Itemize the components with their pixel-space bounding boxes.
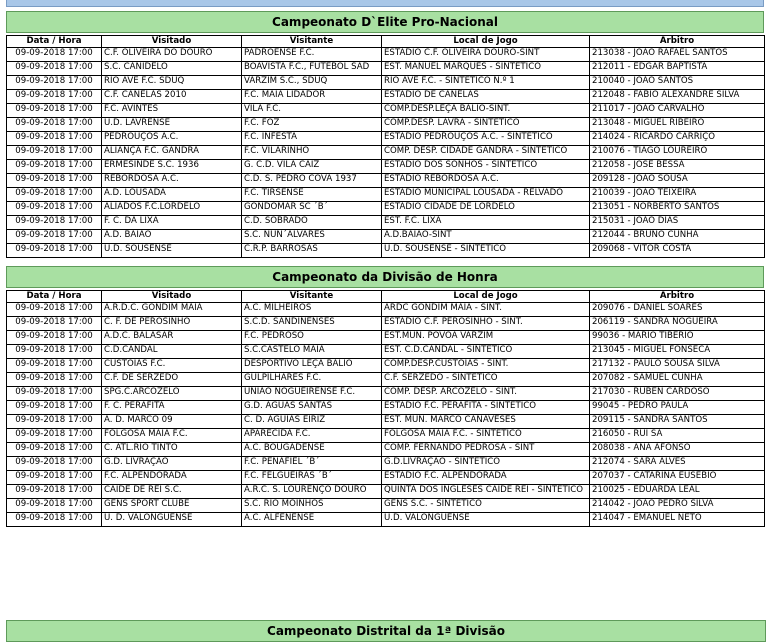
column-header-venue: Local de Jogo (382, 291, 590, 303)
cell-away-team: C.R.P. BARROSAS (242, 244, 382, 258)
table-row (7, 443, 765, 457)
cell-date: 09-09-2018 17:00 (7, 160, 102, 174)
cell-away-team: APARECIDA F.C. (242, 429, 382, 443)
cell-date: 09-09-2018 17:00 (7, 331, 102, 345)
cell-date: 09-09-2018 17:00 (7, 244, 102, 258)
cell-away-team: G. C.D. VILA CAIZ (242, 160, 382, 174)
cell-away-team: C.D. SOBRADO (242, 216, 382, 230)
cell-venue: ESTÁDIO F.C. PERAFITA - SINTETICO (382, 401, 590, 415)
cell-date: 09-09-2018 17:00 (7, 429, 102, 443)
column-header-away: Visitante (242, 36, 382, 48)
cell-referee: 214042 - JOÃO PEDRO SILVA (590, 499, 765, 513)
cell-referee: 99036 - MARIO TIBERIO (590, 331, 765, 345)
table-row (7, 104, 765, 118)
cell-venue: A.D.BAIAO-SINT (382, 230, 590, 244)
column-header-away: Visitante (242, 291, 382, 303)
cell-referee: 212074 - SARA ALVES (590, 457, 765, 471)
column-header-referee: Árbitro (590, 291, 765, 303)
cell-referee: 213038 - JOÃO RAFAEL SANTOS (590, 48, 765, 62)
cell-date: 09-09-2018 17:00 (7, 317, 102, 331)
cell-venue: ARDC GONDIM MAIA - SINT. (382, 303, 590, 317)
cell-referee: 209068 - VITOR COSTA (590, 244, 765, 258)
table-row (7, 471, 765, 485)
cell-away-team: A.C. BOUGADENSE (242, 443, 382, 457)
cell-referee: 212058 - JOSE BESSA (590, 160, 765, 174)
cell-home-team: S.C. CANIDELO (102, 62, 242, 76)
fixtures-page (6, 0, 764, 527)
cell-referee: 210040 - JOAO SANTOS (590, 76, 765, 90)
cell-home-team: PEDROUÇOS A.C. (102, 132, 242, 146)
section-honra (6, 266, 764, 527)
cell-referee: 208038 - ANA AFONSO (590, 443, 765, 457)
cell-away-team: PADROENSE F.C. (242, 48, 382, 62)
cell-venue: QUINTA DOS INGLESES CAIDE REI - SINTETICO (382, 485, 590, 499)
cell-home-team: U.D. LAVRENSE (102, 118, 242, 132)
cell-venue: ESTÁDIO C.F. OLIVEIRA DOURO-SINT (382, 48, 590, 62)
table-row (7, 118, 765, 132)
cell-referee: 209076 - DANIEL SOARES (590, 303, 765, 317)
cell-away-team: F.C. PENAFIEL ´B´ (242, 457, 382, 471)
cell-away-team: BOAVISTA F.C., FUTEBOL SAD (242, 62, 382, 76)
cell-referee: 212011 - EDGAR BAPTISTA (590, 62, 765, 76)
top-banner-strip (6, 0, 764, 7)
cell-home-team: ALIANÇA F.C. GANDRA (102, 146, 242, 160)
table-row (7, 132, 765, 146)
cell-away-team: S.C.CASTELO MAIA (242, 345, 382, 359)
cell-venue: G.D.LIVRAÇÃO - SINTETICO (382, 457, 590, 471)
cell-referee: 212048 - FABIO ALEXANDRE SILVA (590, 90, 765, 104)
cell-referee: 213051 - NORBERTO SANTOS (590, 202, 765, 216)
cell-date: 09-09-2018 17:00 (7, 216, 102, 230)
cell-venue: EST. C.D.CANDAL - SINTETICO (382, 345, 590, 359)
cell-home-team: A.R.D.C. GONDIM MAIA (102, 303, 242, 317)
cell-venue: ESTÁDIO CIDADE DE LORDELO (382, 202, 590, 216)
cell-venue: COMP. DESP. ARCOZELO - SINT. (382, 387, 590, 401)
cell-venue: RIO AVE F.C. - SINTETICO N.º 1 (382, 76, 590, 90)
cell-away-team: C.D. S. PEDRO COVA 1937 (242, 174, 382, 188)
column-header-home: Visitado (102, 36, 242, 48)
cell-referee: 214024 - RICARDO CARRIÇO (590, 132, 765, 146)
cell-referee: 209115 - SANDRA SANTOS (590, 415, 765, 429)
table-row (7, 76, 765, 90)
table-row (7, 499, 765, 513)
cell-home-team: SPG.C.ARCOZELO (102, 387, 242, 401)
cell-referee: 210076 - TIAGO LOUREIRO (590, 146, 765, 160)
table-row (7, 62, 765, 76)
cell-away-team: F.C. FOZ (242, 118, 382, 132)
cell-date: 09-09-2018 17:00 (7, 485, 102, 499)
cell-date: 09-09-2018 17:00 (7, 188, 102, 202)
fixtures-table-elite (6, 35, 765, 258)
cell-home-team: C.D.CANDAL (102, 345, 242, 359)
cell-away-team: C. D. AGUIAS EIRIZ (242, 415, 382, 429)
table-row (7, 303, 765, 317)
cell-away-team: A.R.C. S. LOURENÇO DOURO (242, 485, 382, 499)
cell-date: 09-09-2018 17:00 (7, 359, 102, 373)
table-row (7, 485, 765, 499)
table-row (7, 331, 765, 345)
table-row (7, 345, 765, 359)
cell-home-team: F.C. AVINTES (102, 104, 242, 118)
cell-away-team: GULPILHARES F.C. (242, 373, 382, 387)
section-title: Campeonato da Divisão de Honra (6, 266, 764, 288)
table-row (7, 457, 765, 471)
cell-away-team: S.C.D. SANDINENSES (242, 317, 382, 331)
cell-date: 09-09-2018 17:00 (7, 202, 102, 216)
table-row (7, 387, 765, 401)
cell-referee: 213045 - MIGUEL FONSECA (590, 345, 765, 359)
cell-referee: 216050 - RUI SA (590, 429, 765, 443)
cell-venue: ESTÁDIO DE CANELAS (382, 90, 590, 104)
cell-away-team: DESPORTIVO LEÇA BALIO (242, 359, 382, 373)
cell-date: 09-09-2018 17:00 (7, 457, 102, 471)
cell-date: 09-09-2018 17:00 (7, 132, 102, 146)
cell-date: 09-09-2018 17:00 (7, 303, 102, 317)
cell-home-team: F. C. DA LIXA (102, 216, 242, 230)
cell-home-team: G.D. LIVRAÇÃO (102, 457, 242, 471)
table-row (7, 513, 765, 527)
cell-referee: 206119 - SANDRA NOGUEIRA (590, 317, 765, 331)
cell-venue: COMP. FERNANDO PEDROSA - SINT (382, 443, 590, 457)
cell-referee: 213048 - MIGUEL RIBEIRO (590, 118, 765, 132)
cell-referee: 99045 - PEDRO PAULA (590, 401, 765, 415)
cell-referee: 217132 - PAULO SOUSA SILVA (590, 359, 765, 373)
cell-home-team: CUSTÓIAS F.C. (102, 359, 242, 373)
table-row (7, 373, 765, 387)
cell-date: 09-09-2018 17:00 (7, 76, 102, 90)
cell-venue: COMP.DESP. LAVRA - SINTETICO (382, 118, 590, 132)
table-row (7, 317, 765, 331)
cell-away-team: F.C. TIRSENSE (242, 188, 382, 202)
cell-away-team: S.C. RIO MOINHOS (242, 499, 382, 513)
cell-home-team: C.F. OLIVEIRA DO DOURO (102, 48, 242, 62)
cell-away-team: S.C. NUN´ÁLVARES (242, 230, 382, 244)
cell-date: 09-09-2018 17:00 (7, 146, 102, 160)
table-row (7, 230, 765, 244)
cell-date: 09-09-2018 17:00 (7, 118, 102, 132)
cell-away-team: GONDOMAR SC ´B´ (242, 202, 382, 216)
table-row (7, 429, 765, 443)
cell-venue: ESTÁDIO F.C. ALPENDORADA (382, 471, 590, 485)
cell-venue: C.F. SERZEDO - SINTETICO (382, 373, 590, 387)
cell-away-team: F.C. PEDROSO (242, 331, 382, 345)
column-header-referee: Árbitro (590, 36, 765, 48)
cell-home-team: A. D. MARCO 09 (102, 415, 242, 429)
cell-referee: 207037 - CATARINA EUSEBIO (590, 471, 765, 485)
table-header-row (7, 36, 765, 48)
cell-date: 09-09-2018 17:00 (7, 401, 102, 415)
cell-date: 09-09-2018 17:00 (7, 48, 102, 62)
column-header-venue: Local de Jogo (382, 36, 590, 48)
cell-referee: 217030 - RUBEN CARDOSO (590, 387, 765, 401)
cell-date: 09-09-2018 17:00 (7, 499, 102, 513)
cell-date: 09-09-2018 17:00 (7, 373, 102, 387)
cell-venue: ESTÁDIO DOS SONHOS - SINTETICO (382, 160, 590, 174)
cell-date: 09-09-2018 17:00 (7, 415, 102, 429)
cell-date: 09-09-2018 17:00 (7, 513, 102, 527)
cell-referee: 209128 - JOAO SOUSA (590, 174, 765, 188)
column-header-date: Data / Hora (7, 291, 102, 303)
cell-away-team: F.C. MAIA LIDADOR (242, 90, 382, 104)
cell-home-team: F. C. PERAFITA (102, 401, 242, 415)
cell-referee: 215031 - JOAO DIAS (590, 216, 765, 230)
column-header-date: Data / Hora (7, 36, 102, 48)
table-header-row (7, 291, 765, 303)
cell-home-team: FOLGOSA MAIA F.C. (102, 429, 242, 443)
table-row (7, 90, 765, 104)
cell-home-team: C. F. DE PEROSINHO (102, 317, 242, 331)
cell-venue: ESTÁDIO MUNICIPAL LOUSADA - RELVADO (382, 188, 590, 202)
section-title-next: Campeonato Distrital da 1ª Divisão (6, 620, 766, 642)
table-row (7, 244, 765, 258)
cell-away-team: A.C. ALFENENSE (242, 513, 382, 527)
cell-home-team: A.D.C. BALASAR (102, 331, 242, 345)
cell-venue: COMP.DESP.LEÇA BALIO-SINT. (382, 104, 590, 118)
table-row (7, 160, 765, 174)
cell-away-team: UNIAO NOGUEIRENSE F.C. (242, 387, 382, 401)
cell-home-team: CAIDE DE REI S.C. (102, 485, 242, 499)
cell-home-team: RIO AVE F.C. SDUQ (102, 76, 242, 90)
cell-venue: EST.MUN. POVOA VARZIM (382, 331, 590, 345)
fixtures-table-honra (6, 290, 765, 527)
cell-away-team: A.C. MILHEIROS (242, 303, 382, 317)
table-row (7, 202, 765, 216)
cell-away-team: F.C. VILARINHO (242, 146, 382, 160)
cell-venue: COMP.DESP.CUSTOIAS - SINT. (382, 359, 590, 373)
cell-date: 09-09-2018 17:00 (7, 443, 102, 457)
cell-venue: ESTÁDIO REBORDOSA A.C. (382, 174, 590, 188)
table-row (7, 415, 765, 429)
column-header-home: Visitado (102, 291, 242, 303)
cell-referee: 211017 - JOAO CARVALHO (590, 104, 765, 118)
cell-away-team: VARZIM S.C., SDUQ (242, 76, 382, 90)
cell-home-team: U.D. SOUSENSE (102, 244, 242, 258)
table-row (7, 401, 765, 415)
cell-date: 09-09-2018 17:00 (7, 90, 102, 104)
cell-home-team: ALIADOS F.C.LORDELO (102, 202, 242, 216)
cell-date: 09-09-2018 17:00 (7, 104, 102, 118)
cell-referee: 210025 - EDUARDA LEAL (590, 485, 765, 499)
cell-home-team: C.F. DE SERZEDO (102, 373, 242, 387)
cell-home-team: F.C. ALPENDORADA (102, 471, 242, 485)
cell-away-team: F.C. FELGUEIRAS ´B´ (242, 471, 382, 485)
cell-date: 09-09-2018 17:00 (7, 345, 102, 359)
cell-home-team: U. D. VALONGUENSE (102, 513, 242, 527)
cell-venue: COMP. DESP. CIDADE GANDRA - SINTETICO (382, 146, 590, 160)
cell-date: 09-09-2018 17:00 (7, 174, 102, 188)
cell-venue: EST. MUN. MARCO CANAVESES (382, 415, 590, 429)
section-elite (6, 11, 764, 258)
cell-away-team: VILA F.C. (242, 104, 382, 118)
cell-date: 09-09-2018 17:00 (7, 62, 102, 76)
section-title: Campeonato D`Elite Pro-Nacional (6, 11, 764, 33)
cell-home-team: REBORDOSA A.C. (102, 174, 242, 188)
cell-home-team: GENS SPORT CLUBE (102, 499, 242, 513)
table-row (7, 174, 765, 188)
cell-referee: 212044 - BRUNO CUNHA (590, 230, 765, 244)
cell-venue: ESTÁDIO C.F. PEROSINHO - SINT. (382, 317, 590, 331)
cell-venue: EST. MANUEL MARQUES - SINTETICO (382, 62, 590, 76)
cell-date: 09-09-2018 17:00 (7, 230, 102, 244)
cell-venue: EST. F.C. LIXA (382, 216, 590, 230)
table-row (7, 216, 765, 230)
table-row (7, 359, 765, 373)
cell-referee: 214047 - EMANUEL NETO (590, 513, 765, 527)
cell-home-team: C.F. CANELAS 2010 (102, 90, 242, 104)
cell-venue: ESTÁDIO PEDROUÇOS A.C. - SINTETICO (382, 132, 590, 146)
table-row (7, 146, 765, 160)
cell-venue: U.D. VALONGUENSE (382, 513, 590, 527)
cell-venue: U.D. SOUSENSE - SINTETICO (382, 244, 590, 258)
cell-date: 09-09-2018 17:00 (7, 387, 102, 401)
cell-away-team: F.C. INFESTA (242, 132, 382, 146)
table-row (7, 188, 765, 202)
cell-date: 09-09-2018 17:00 (7, 471, 102, 485)
cell-home-team: A.D. BAIÃO (102, 230, 242, 244)
cell-venue: FOLGOSA MAIA F.C. - SINTETICO (382, 429, 590, 443)
cell-referee: 207082 - SAMUEL CUNHA (590, 373, 765, 387)
cell-home-team: C. ATL.RIO TINTO (102, 443, 242, 457)
cell-home-team: A.D. LOUSADA (102, 188, 242, 202)
cell-away-team: G.D. AGUAS SANTAS (242, 401, 382, 415)
cell-venue: GENS S.C. - SINTETICO (382, 499, 590, 513)
cell-home-team: ERMESINDE S.C. 1936 (102, 160, 242, 174)
cell-referee: 210039 - JOAO TEIXEIRA (590, 188, 765, 202)
table-row (7, 48, 765, 62)
